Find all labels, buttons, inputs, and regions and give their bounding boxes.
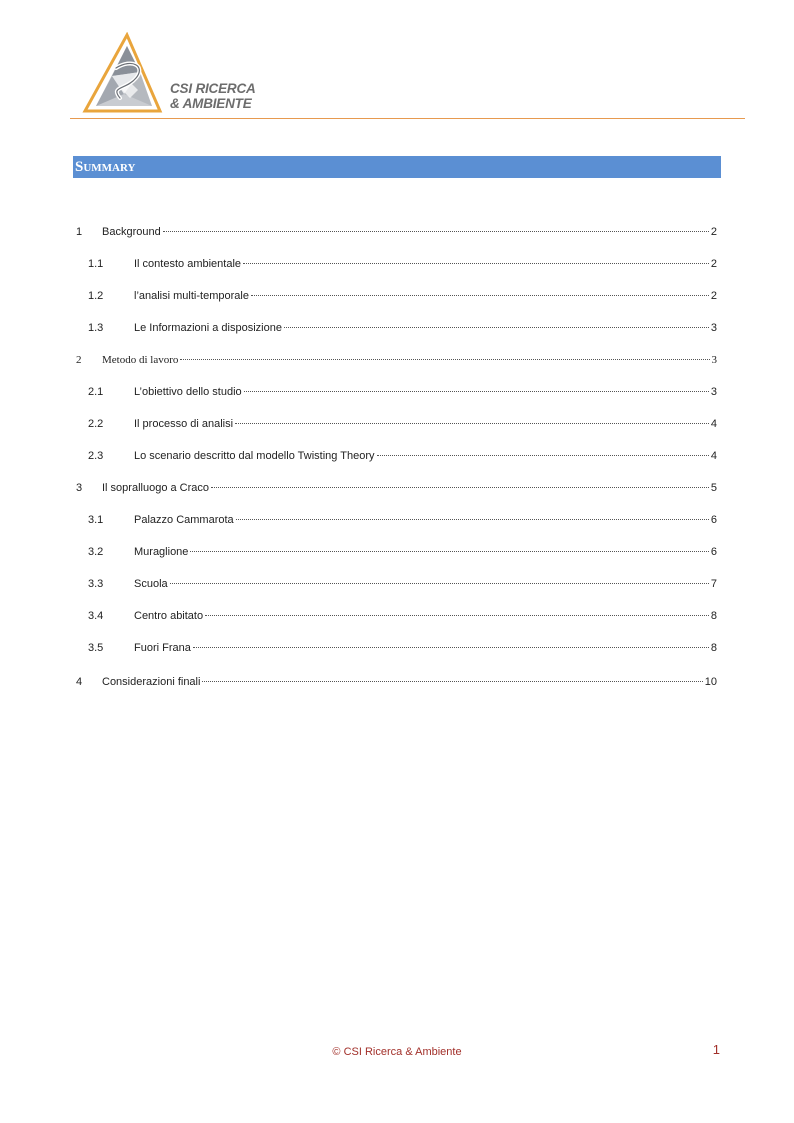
- toc-dot-leader: [284, 327, 709, 328]
- toc-entry-page: 8: [710, 610, 717, 622]
- toc-entry-number: 1.1: [88, 258, 104, 270]
- toc-entry-number: 1.3: [88, 322, 104, 334]
- toc-entry-page: 3: [710, 386, 717, 398]
- toc-entry-title: L’obiettivo dello studio: [134, 386, 242, 398]
- toc-entry[interactable]: [0, 384, 794, 400]
- toc-entry[interactable]: [0, 352, 794, 368]
- toc-dot-leader: [202, 681, 702, 682]
- toc-dot-leader: [163, 231, 709, 232]
- toc-entry-page: 2: [710, 258, 717, 270]
- toc-entry-number: 2: [76, 354, 82, 366]
- toc-dot-leader: [235, 423, 709, 424]
- toc-entry[interactable]: [0, 512, 794, 528]
- toc-entry-page: 5: [710, 482, 717, 494]
- toc-dot-leader: [205, 615, 709, 616]
- toc-entry-page: 7: [710, 578, 717, 590]
- toc-entry-title: Considerazioni finali: [102, 676, 201, 688]
- toc-entry-page: 6: [710, 546, 717, 558]
- page-number: 1: [712, 1042, 720, 1057]
- toc-entry-title: Lo scenario descritto dal modello Twisting Theory: [134, 450, 375, 462]
- toc-dot-leader: [236, 519, 709, 520]
- toc-entry[interactable]: [0, 608, 794, 624]
- toc-entry-number: 1: [76, 226, 83, 238]
- footer-copyright: © CSI Ricerca & Ambiente: [332, 1046, 462, 1058]
- toc-entry-page: 3: [711, 354, 717, 366]
- toc-dot-leader: [193, 647, 709, 648]
- toc-dot-leader: [377, 455, 709, 456]
- toc-entry-number: 2.2: [88, 418, 104, 430]
- toc-entry-title: Centro abitato: [134, 610, 204, 622]
- toc-entry-number: 3.4: [88, 610, 104, 622]
- toc-entry-page: 2: [710, 226, 717, 238]
- toc-entry-number: 1.2: [88, 290, 104, 302]
- toc-entry[interactable]: [0, 288, 794, 304]
- toc-entry-page: 3: [710, 322, 717, 334]
- toc-entry-number: 3.3: [88, 578, 104, 590]
- toc-entry-title: Background: [102, 226, 161, 238]
- toc-entry[interactable]: [0, 640, 794, 656]
- toc-entry-number: 3.1: [88, 514, 104, 526]
- toc-entry-title: Il sopralluogo a Craco: [102, 482, 210, 494]
- toc-entry-title: Metodo di lavoro: [102, 354, 179, 366]
- toc-entry-number: 4: [76, 676, 83, 688]
- logo-line-2: & AMBIENTE: [170, 96, 252, 111]
- toc-entry-page: 4: [710, 418, 717, 430]
- toc-entry-title: Il processo di analisi: [134, 418, 234, 430]
- toc-entry[interactable]: [0, 320, 794, 336]
- toc-entry-page: 8: [710, 642, 717, 654]
- toc-entry[interactable]: [0, 256, 794, 272]
- toc-entry-title: Fuori Frana: [134, 642, 191, 654]
- logo-line-1: CSI RICERCA: [170, 81, 256, 96]
- toc-dot-leader: [251, 295, 709, 296]
- toc-entry-title: Il contesto ambientale: [134, 258, 242, 270]
- toc-dot-leader: [190, 551, 708, 552]
- toc-entry[interactable]: [0, 416, 794, 432]
- toc-dot-leader: [180, 359, 709, 360]
- toc-dot-leader: [243, 263, 709, 264]
- toc-entry-title: Le Informazioni a disposizione: [134, 322, 282, 334]
- toc-entry-title: Muraglione: [134, 546, 189, 558]
- toc-entry-number: 3.2: [88, 546, 104, 558]
- toc-dot-leader: [170, 583, 709, 584]
- toc-entry-title: Scuola: [134, 578, 168, 590]
- toc-entry-number: 3.5: [88, 642, 104, 654]
- toc-entry-page: 4: [710, 450, 717, 462]
- toc-entry-number: 2.3: [88, 450, 104, 462]
- toc-entry[interactable]: [0, 224, 794, 240]
- summary-heading: Summary: [73, 156, 721, 178]
- toc-entry-page: 2: [710, 290, 717, 302]
- toc-dot-leader: [244, 391, 709, 392]
- toc-entry-page: 6: [710, 514, 717, 526]
- toc-entry[interactable]: [0, 674, 794, 690]
- toc-entry-number: 3: [76, 482, 83, 494]
- toc-entry-number: 2.1: [88, 386, 104, 398]
- toc-entry-title: Palazzo Cammarota: [134, 514, 234, 526]
- toc-entry[interactable]: [0, 544, 794, 560]
- toc-entry[interactable]: [0, 576, 794, 592]
- toc-entry-title: l’analisi multi-temporale: [134, 290, 249, 302]
- toc-entry-page: 10: [704, 676, 717, 688]
- toc-entry[interactable]: [0, 448, 794, 464]
- toc-dot-leader: [211, 487, 709, 488]
- toc-entry[interactable]: [0, 480, 794, 496]
